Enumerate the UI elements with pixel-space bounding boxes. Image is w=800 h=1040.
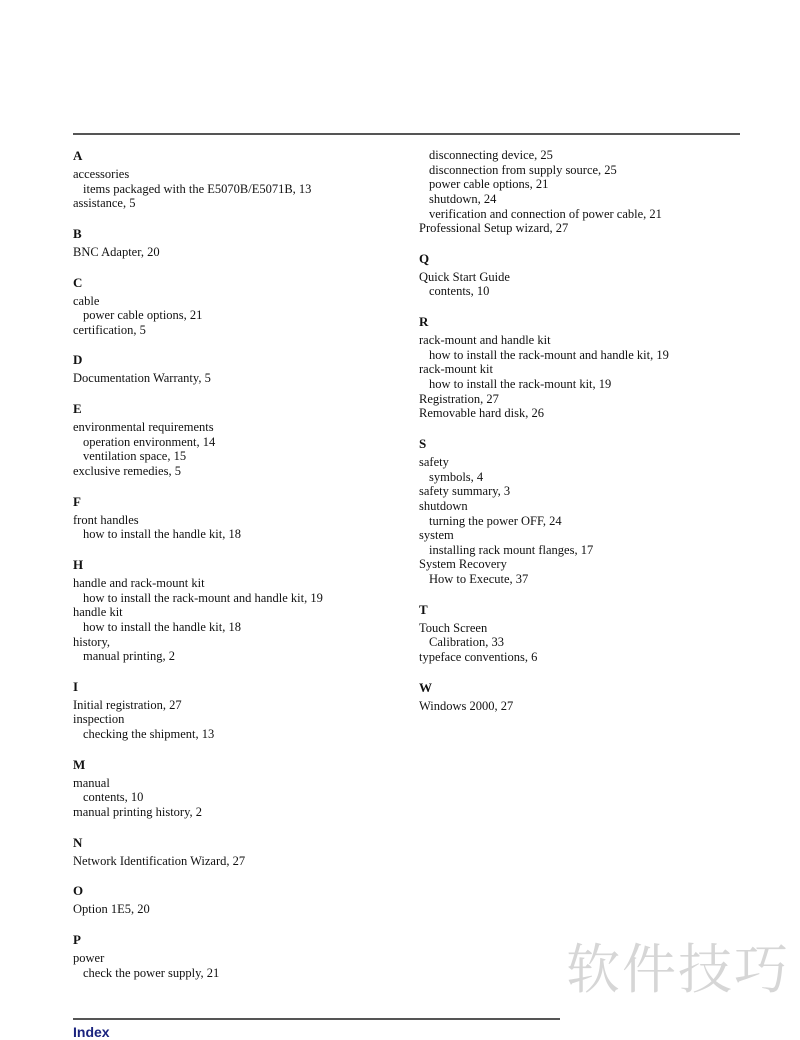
index-section-p — [73, 932, 403, 980]
index-subentry: How to Execute, 37 — [429, 572, 529, 587]
index-entry: handle and rack-mount kit — [73, 575, 205, 590]
index-entry: system — [419, 528, 454, 543]
index-entry: power — [73, 950, 105, 965]
index-entry: Documentation Warranty, 5 — [73, 371, 211, 386]
index-entry: shutdown — [419, 498, 468, 513]
index-subentry: contents, 10 — [83, 790, 144, 805]
index-subentry: ventilation space, 15 — [83, 449, 187, 464]
index-entry: handle kit — [73, 605, 123, 620]
index-subentry: how to install the rack-mount kit, 19 — [429, 377, 612, 392]
index-subentry: shutdown, 24 — [429, 191, 497, 206]
index-entry: manual printing history, 2 — [73, 805, 203, 820]
section-letter-heading: A — [73, 148, 83, 163]
index-section-d — [73, 352, 403, 386]
index-entry: Touch Screen — [419, 620, 488, 635]
index-section-h — [73, 557, 403, 664]
index-entry: environmental requirements — [73, 420, 214, 435]
section-letter-heading: H — [73, 556, 84, 572]
index-entry: inspection — [73, 712, 125, 727]
index-subentry: turning the power OFF, 24 — [429, 513, 562, 528]
index-section-a — [73, 148, 403, 211]
index-subentry: power cable options, 21 — [83, 308, 203, 323]
index-entry: Professional Setup wizard, 27 — [419, 221, 569, 236]
index-subentry: how to install the rack-mount and handle kit, 19 — [429, 347, 669, 362]
section-letter-heading: T — [419, 601, 428, 617]
index-entry: BNC Adapter, 20 — [73, 244, 160, 259]
index-entry: typeface conventions, 6 — [419, 650, 538, 665]
section-letter-heading: P — [73, 931, 81, 947]
index-entry: System Recovery — [419, 557, 507, 572]
section-letter-heading: Q — [419, 250, 430, 266]
section-letter-heading: S — [419, 435, 427, 451]
index-entry: Initial registration, 27 — [73, 697, 182, 712]
index-subentry: how to install the handle kit, 18 — [83, 619, 241, 634]
index-entry: Network Identification Wizard, 27 — [73, 853, 246, 868]
index-section-s — [419, 436, 749, 587]
index-subentry: installing rack mount flanges, 17 — [429, 542, 594, 557]
index-column-left — [73, 148, 403, 980]
index-section-b — [73, 226, 403, 260]
index-section-e — [73, 401, 403, 479]
index-entry: cable — [73, 293, 100, 308]
section-letter-heading: F — [73, 493, 81, 509]
section-letter-heading: D — [73, 352, 83, 368]
index-subentry: disconnecting device, 25 — [429, 148, 553, 162]
index-entry: Registration, 27 — [419, 391, 499, 406]
section-letter-heading: W — [419, 679, 432, 695]
index-section-o — [73, 883, 403, 917]
index-section-r — [419, 314, 749, 421]
index-section-w — [419, 680, 749, 714]
index-entry: Quick Start Guide — [419, 269, 510, 284]
section-letter-heading: C — [73, 274, 83, 290]
index-section-m — [73, 757, 403, 820]
index-section-q — [419, 251, 749, 299]
index-entry: rack-mount and handle kit — [419, 333, 551, 348]
index-entry: safety summary, 3 — [419, 484, 511, 499]
index-subentry: disconnection from supply source, 25 — [429, 162, 617, 177]
section-letter-heading: N — [73, 834, 83, 850]
index-entry: manual — [73, 775, 110, 790]
index-entry: assistance, 5 — [73, 196, 136, 211]
index-section-t — [419, 602, 749, 665]
index-subentry: checking the shipment, 13 — [83, 727, 215, 742]
index-subentry: Calibration, 33 — [429, 635, 504, 650]
index-entry: history, — [73, 634, 111, 649]
index-entry: safety — [419, 454, 449, 469]
index-subentry: contents, 10 — [429, 284, 490, 299]
index-entry: Windows 2000, 27 — [419, 698, 514, 713]
index-entry: Option 1E5, 20 — [73, 902, 150, 917]
section-letter-heading: E — [73, 401, 82, 417]
section-letter-heading: I — [73, 678, 79, 694]
section-letter-heading: M — [73, 756, 86, 772]
index-subentry: symbols, 4 — [429, 469, 484, 484]
index-subentry: power cable options, 21 — [429, 177, 549, 192]
top-rule — [73, 133, 740, 135]
index-subentry: operation environment, 14 — [83, 434, 216, 449]
index-entry: certification, 5 — [73, 322, 146, 337]
index-subentry: manual printing, 2 — [83, 649, 175, 664]
section-letter-heading: B — [73, 225, 82, 241]
index-subentry: how to install the handle kit, 18 — [83, 527, 241, 542]
index-column-right — [419, 148, 749, 713]
index-entry: front handles — [73, 512, 139, 527]
index-subentry: verification and connection of power cable, 21 — [429, 206, 662, 221]
continued-entries — [419, 148, 749, 236]
index-subentry: items packaged with the E5070B/E5071B, 13 — [83, 181, 312, 196]
watermark: 软件技巧 — [566, 938, 790, 1001]
index-entry: accessories — [73, 167, 130, 181]
index-entry: Removable hard disk, 26 — [419, 406, 544, 421]
index-section-f — [73, 494, 403, 542]
index-entry: rack-mount kit — [419, 362, 493, 377]
section-letter-heading: O — [73, 883, 84, 899]
index-entry: exclusive remedies, 5 — [73, 464, 181, 479]
index-section-c — [73, 275, 403, 338]
footer-section-label: Index — [73, 1024, 110, 1040]
index-section-i — [73, 679, 403, 742]
section-letter-heading: R — [419, 314, 429, 330]
index-section-n — [73, 835, 403, 869]
index-subentry: how to install the rack-mount and handle kit, 19 — [83, 590, 323, 605]
footer-rule — [73, 1018, 560, 1020]
index-subentry: check the power supply, 21 — [83, 965, 220, 980]
